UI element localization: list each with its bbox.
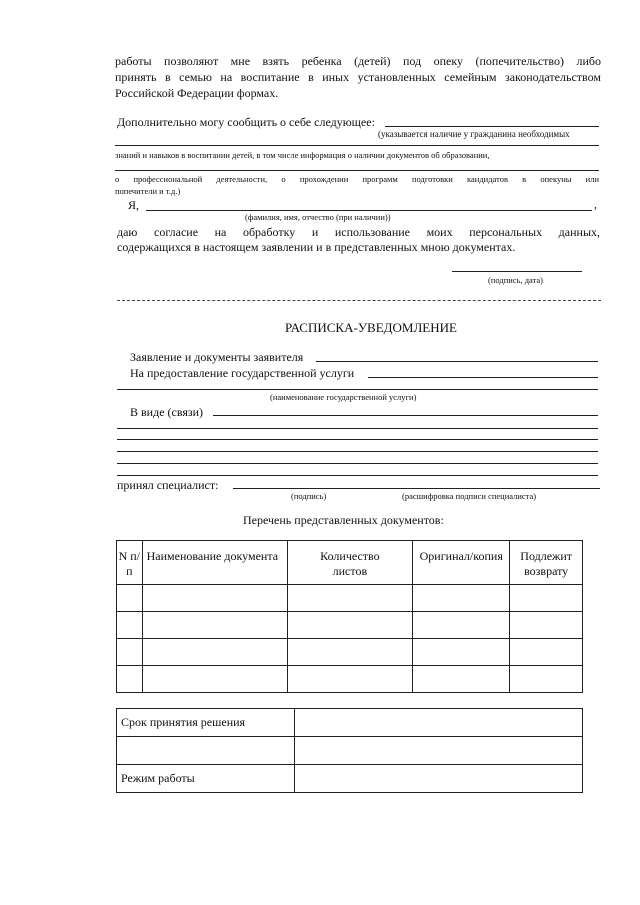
deadline-value[interactable] <box>295 709 583 737</box>
hours-label: Режим работы <box>117 765 295 793</box>
consent-name-line[interactable] <box>146 210 592 211</box>
header-original-copy: Оригинал/копия <box>413 541 510 585</box>
additional-field-line-3[interactable] <box>115 170 599 171</box>
additional-hint-3: о профессиональной деятельности, о прохождении программ подготовки кандидатов в опекуны или <box>115 174 599 184</box>
para1-line1: работы позволяют мне взять ребенка (детей) под опеку (попечительство) либо <box>115 54 601 68</box>
deadline-label: Срок принятия решения <box>117 709 295 737</box>
service-field-line[interactable] <box>368 377 598 378</box>
relation-label: В виде (связи) <box>130 405 204 419</box>
specialist-label: принял специалист: <box>117 478 219 492</box>
info-row-hours <box>117 765 583 793</box>
hours-value[interactable] <box>295 765 583 793</box>
relation-field-line-3[interactable] <box>117 439 598 440</box>
service-hint: (наименование государственной услуги) <box>270 392 417 402</box>
info-table <box>116 708 583 793</box>
table-row <box>117 612 583 639</box>
consent-prefix: Я, <box>128 198 140 212</box>
docs-label: Заявление и документы заявителя <box>130 350 304 364</box>
consent-signature-line[interactable] <box>452 271 582 272</box>
consent-line-2: содержащихся в настоящем заявлении и в представленных мною документах. <box>117 240 516 254</box>
service-field-line-2[interactable] <box>117 389 598 390</box>
table-row <box>117 639 583 666</box>
header-sheets: Количество листов <box>287 541 413 585</box>
table-row <box>117 666 583 693</box>
list-title: Перечень представленных документов: <box>243 513 444 527</box>
header-doc-name: Наименование документа <box>142 541 287 585</box>
header-return: Подлежит возврату <box>510 541 583 585</box>
service-label: На предоставление государственной услуги <box>130 366 355 380</box>
documents-table <box>116 540 583 693</box>
additional-hint-2: знаний и навыков в воспитании детей, в том числе информация о наличии документов об образовании, <box>115 150 490 160</box>
sign-hint: (подпись) <box>291 491 327 501</box>
additional-hint-4: попечители и т.д.) <box>115 186 181 196</box>
additional-field-line[interactable] <box>385 126 599 127</box>
relation-field-line-4[interactable] <box>117 451 598 452</box>
relation-field-line[interactable] <box>213 415 598 416</box>
relation-field-line-6[interactable] <box>117 475 598 476</box>
documents-table-header <box>117 541 583 585</box>
consent-line-1: даю согласие на обработку и использование моих персональных данных, <box>117 225 600 239</box>
info-row-blank <box>117 737 583 765</box>
additional-label: Дополнительно могу сообщить о себе следующее: <box>117 115 375 129</box>
para1-line3: Российской Федерации формах. <box>115 86 279 100</box>
table-row <box>117 585 583 612</box>
specialist-field-line[interactable] <box>233 488 600 489</box>
consent-suffix: , <box>594 197 597 211</box>
header-number: N п/п <box>117 541 143 585</box>
cut-line <box>117 300 601 301</box>
para1-line2: принять в семью на воспитание в иных установленных семейным законодательством <box>115 70 601 84</box>
info-row-deadline <box>117 709 583 737</box>
consent-signature-hint: (подпись, дата) <box>488 275 544 285</box>
docs-field-line[interactable] <box>316 361 598 362</box>
additional-hint-1: (указывается наличие у гражданина необходимых <box>378 129 570 139</box>
decode-hint: (расшифровка подписи специалиста) <box>402 491 537 501</box>
relation-field-line-5[interactable] <box>117 463 598 464</box>
relation-field-line-2[interactable] <box>117 428 598 429</box>
additional-field-line-2[interactable] <box>115 145 599 146</box>
consent-name-hint: (фамилия, имя, отчество (при наличии)) <box>245 212 391 222</box>
receipt-title: РАСПИСКА-УВЕДОМЛЕНИЕ <box>285 320 457 335</box>
